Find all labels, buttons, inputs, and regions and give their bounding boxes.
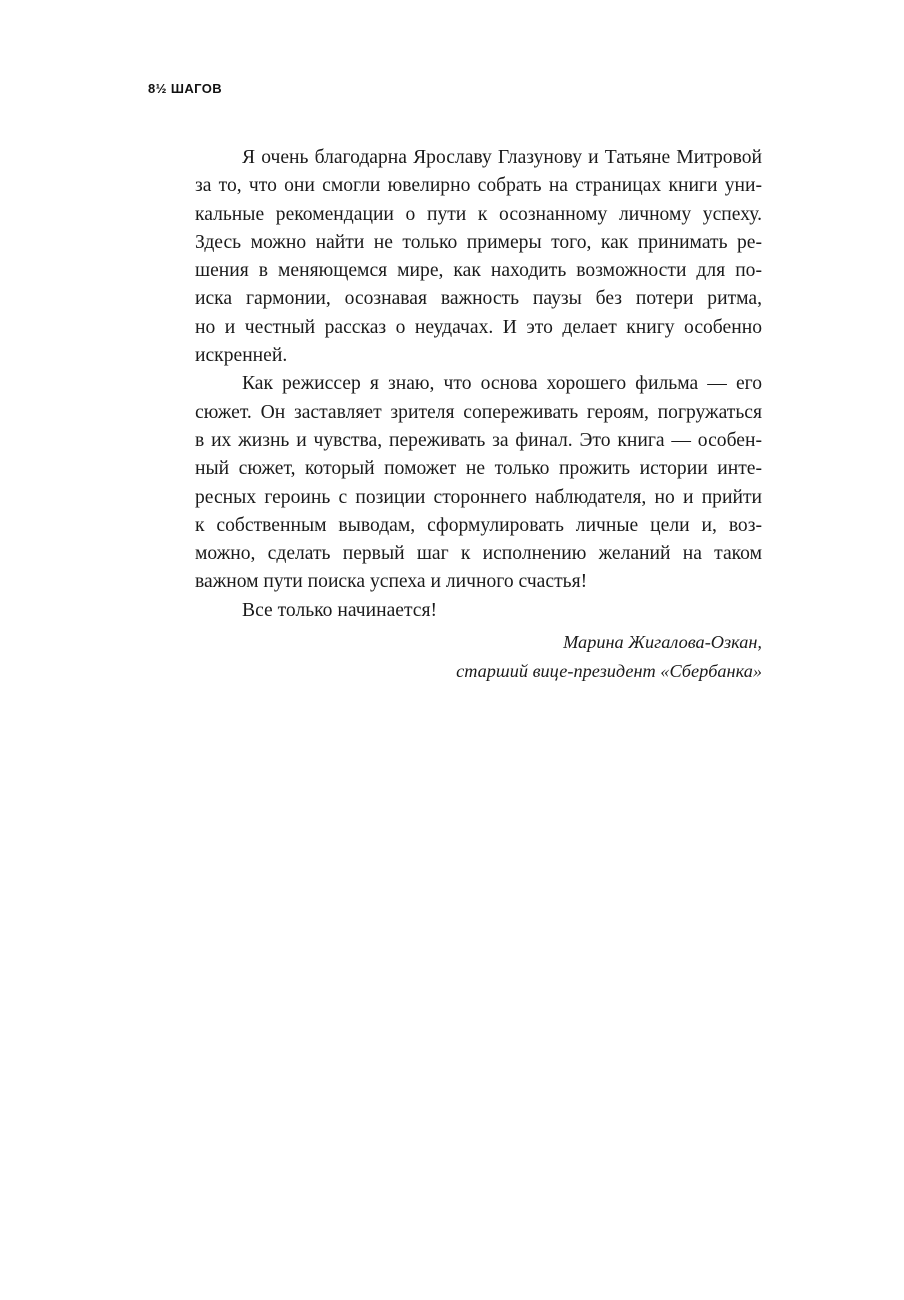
text-line: Я очень благодарна Ярославу Глазунову и Татьяне Митровой (242, 147, 762, 168)
text-line: можно, сделать первый шаг к исполнению желаний на таком (195, 543, 762, 565)
text-line: к собственным выводам, сформулировать личные цели и, воз- (195, 514, 762, 536)
text-line: сюжет. Он заставляет зрителя сопереживать героям, погружаться (195, 401, 762, 423)
text-line: ресных героинь с позиции стороннего наблюдателя, но и прийти (195, 486, 762, 508)
signature-title: старший вице-президент «Сбербанка» (456, 661, 762, 682)
text-line: шения в меняющемся мире, как находить возможности для по- (195, 260, 762, 282)
text-line: Здесь можно найти не только примеры того, как принимать ре- (195, 231, 762, 253)
text-line: искренней. (195, 345, 288, 367)
paragraph-3 (148, 597, 762, 625)
signature-name: Марина Жигалова-Озкан, (563, 632, 762, 653)
text-line: в их жизнь и чувства, переживать за финал. Это книга — особен- (195, 429, 762, 451)
text-line: ный сюжет, который поможет не только прожить истории инте- (195, 458, 762, 480)
text-line: за то, что они смогли ювелирно собрать на страницах книги уни- (195, 175, 762, 197)
signature (148, 628, 762, 686)
text-line: но и честный рассказ о неудачах. И это делает книгу особенно (195, 316, 762, 338)
text-line: кальные рекомендации о пути к осознанному личному успеху. (195, 203, 762, 225)
text-line: Как режиссер я знаю, что основа хорошего фильма — его (242, 373, 762, 395)
text-line: иска гармонии, осознавая важность паузы без потери ритма, (195, 288, 762, 310)
text-line: важном пути поиска успеха и личного счастья! (195, 571, 588, 593)
paragraph-1 (148, 144, 762, 370)
running-head: 8½ ШАГОВ (148, 81, 223, 96)
body-text (148, 144, 762, 686)
text-line: Все только начинается! (242, 599, 438, 621)
paragraph-2 (148, 370, 762, 596)
